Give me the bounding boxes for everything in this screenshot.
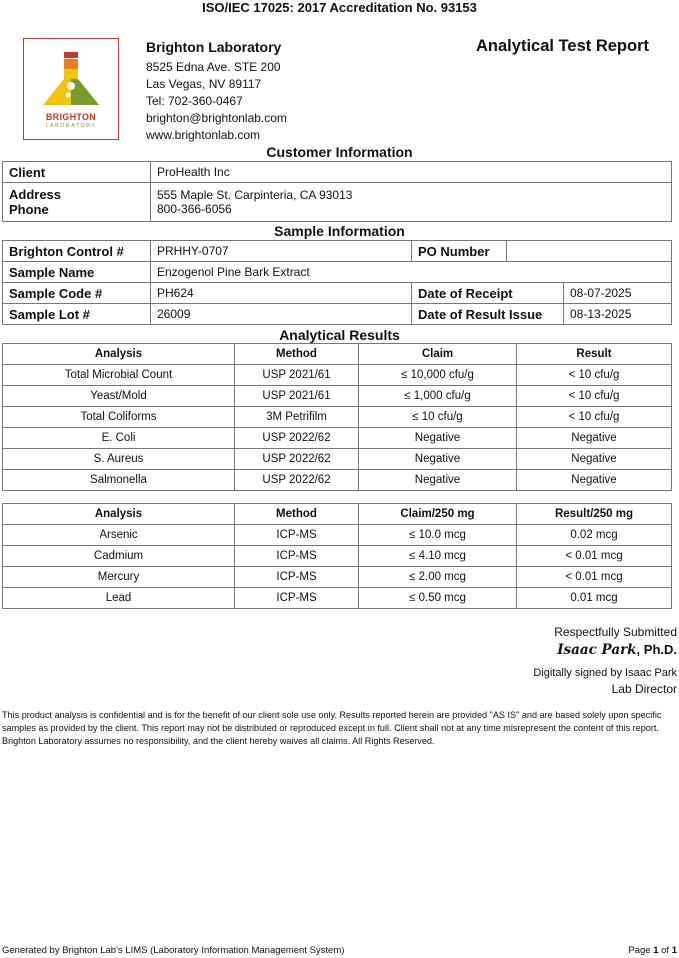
logo-subtitle-text: LABORATORY [45, 123, 97, 129]
table-cell: USP 2021/61 [235, 365, 359, 386]
lab-name: Brighton Laboratory [146, 39, 282, 55]
table-row [3, 470, 672, 491]
table-cell: USP 2022/62 [235, 449, 359, 470]
page-total: 1 [671, 945, 677, 956]
table-cell: ≤ 10 cfu/g [359, 407, 517, 428]
table-row [3, 546, 672, 567]
credential: , Ph.D. [636, 642, 677, 657]
accreditation-header: ISO/IEC 17025: 2017 Accreditation No. 93153 [202, 0, 477, 15]
table-cell: 0.01 mcg [517, 588, 672, 609]
table-cell: USP 2022/62 [235, 470, 359, 491]
lab-address-line2: Las Vegas, NV 89117 [146, 77, 262, 91]
table-cell: E. Coli [3, 428, 235, 449]
microbial-header-row [3, 344, 672, 365]
table-row [3, 525, 672, 546]
table-cell: Negative [359, 449, 517, 470]
lab-phone: Tel: 702-360-0467 [146, 94, 243, 108]
footer-generated: Generated by Brighton Lab's LIMS (Laboratory Information Management System) [2, 945, 345, 956]
table-row [3, 449, 672, 470]
page-prefix: Page [628, 945, 651, 956]
table-cell: ≤ 4.10 mcg [359, 546, 517, 567]
table-cell: 3M Petrifilm [235, 407, 359, 428]
client-value: ProHealth Inc [151, 162, 672, 183]
issue-value: 08-13-2025 [564, 304, 672, 325]
table-cell: < 0.01 mcg [517, 546, 672, 567]
address-phone-values [151, 183, 672, 222]
column-header: Analysis [3, 504, 235, 525]
table-cell: < 10 cfu/g [517, 386, 672, 407]
table-cell: S. Aureus [3, 449, 235, 470]
signature-line [557, 642, 677, 658]
control-value: PRHHY-0707 [151, 241, 412, 262]
table-cell: ICP-MS [235, 588, 359, 609]
table-cell: ≤ 0.50 mcg [359, 588, 517, 609]
table-row [3, 386, 672, 407]
table-cell: ICP-MS [235, 525, 359, 546]
disclaimer: This product analysis is confidential and is for the benefit of our client sole use only. Results reported herein are provided "AS IS" and are based solely upon specific samples as provided by the client. This report may not be distributed or reproduced except in full. Client shall not at any time misrepresent the content of this report. Brighton Laboratory assumes no responsibility, and the client hereby waives all claims. All Rights Reserved. [2, 710, 662, 746]
metals-header-row [3, 504, 672, 525]
results-section-title: Analytical Results [279, 327, 400, 343]
table-cell: Arsenic [3, 525, 235, 546]
phone-label: Phone [9, 202, 49, 217]
sample-table [2, 240, 672, 283]
table-cell: Total Microbial Count [3, 365, 235, 386]
brighton-logo [23, 38, 119, 140]
respectfully-submitted: Respectfully Submitted [554, 625, 677, 639]
column-header: Claim/250 mg [359, 504, 517, 525]
lab-website-link[interactable]: www.brightonlab.com [146, 128, 261, 142]
lab-address-line1: 8525 Edna Ave. STE 200 [146, 60, 281, 74]
table-row [3, 567, 672, 588]
customer-section-title: Customer Information [266, 144, 413, 160]
column-header: Claim [359, 344, 517, 365]
po-label: PO Number [412, 241, 507, 262]
table-cell: Negative [517, 449, 672, 470]
column-header: Analysis [3, 344, 235, 365]
logo-brand-text: BRIGHTON [45, 112, 97, 122]
address-phone-labels [3, 183, 151, 222]
table-cell: ICP-MS [235, 567, 359, 588]
digital-signature-note: Digitally signed by Isaac Park [533, 667, 677, 679]
sample-lot-label: Sample Lot # [3, 304, 151, 325]
table-row [3, 428, 672, 449]
sample-lot-value: 26009 [151, 304, 412, 325]
table-cell: Salmonella [3, 470, 235, 491]
table-cell: Yeast/Mold [3, 386, 235, 407]
address-value: 555 Maple St. Carpinteria, CA 93013 [157, 188, 353, 202]
column-header: Method [235, 504, 359, 525]
sample-section-title: Sample Information [274, 223, 405, 239]
table-cell: ≤ 1,000 cfu/g [359, 386, 517, 407]
table-cell: Lead [3, 588, 235, 609]
sample-dates-table [2, 282, 672, 325]
table-cell: USP 2021/61 [235, 386, 359, 407]
table-cell: < 10 cfu/g [517, 365, 672, 386]
microbial-results-table [2, 343, 672, 491]
table-cell: Mercury [3, 567, 235, 588]
lab-email-link[interactable]: brighton@brightonlab.com [146, 111, 287, 125]
table-cell: Negative [359, 428, 517, 449]
table-cell: Negative [517, 470, 672, 491]
table-cell: ≤ 10.0 mcg [359, 525, 517, 546]
table-row [3, 365, 672, 386]
page-current: 1 [653, 945, 659, 956]
receipt-value: 08-07-2025 [564, 283, 672, 304]
table-cell: < 10 cfu/g [517, 407, 672, 428]
table-cell: ICP-MS [235, 546, 359, 567]
receipt-label: Date of Receipt [412, 283, 564, 304]
report-title: Analytical Test Report [476, 37, 649, 55]
sample-code-value: PH624 [151, 283, 412, 304]
column-header: Result/250 mg [517, 504, 672, 525]
table-cell: < 0.01 mcg [517, 567, 672, 588]
client-label: Client [3, 162, 151, 183]
table-cell: Total Coliforms [3, 407, 235, 428]
page-of: of [661, 945, 670, 956]
sample-name-label: Sample Name [3, 262, 151, 283]
table-cell: 0.02 mcg [517, 525, 672, 546]
customer-table [2, 161, 672, 222]
signature: Isaac Park [557, 642, 637, 658]
table-cell: Cadmium [3, 546, 235, 567]
heavy-metals-table [2, 503, 672, 609]
table-cell: Negative [517, 428, 672, 449]
table-cell: Negative [359, 470, 517, 491]
control-label: Brighton Control # [3, 241, 151, 262]
signer-title: Lab Director [611, 682, 677, 696]
sample-name-value: Enzogenol Pine Bark Extract [151, 262, 672, 283]
column-header: Method [235, 344, 359, 365]
table-row [3, 407, 672, 428]
table-cell: ≤ 2.00 mcg [359, 567, 517, 588]
po-value [507, 241, 672, 262]
issue-label: Date of Result Issue [412, 304, 564, 325]
page-indicator [628, 945, 677, 956]
address-label: Address [9, 187, 62, 202]
phone-value: 800-366-6056 [157, 202, 232, 216]
table-cell: USP 2022/62 [235, 428, 359, 449]
sample-code-label: Sample Code # [3, 283, 151, 304]
table-row [3, 588, 672, 609]
table-cell: ≤ 10,000 cfu/g [359, 365, 517, 386]
column-header: Result [517, 344, 672, 365]
